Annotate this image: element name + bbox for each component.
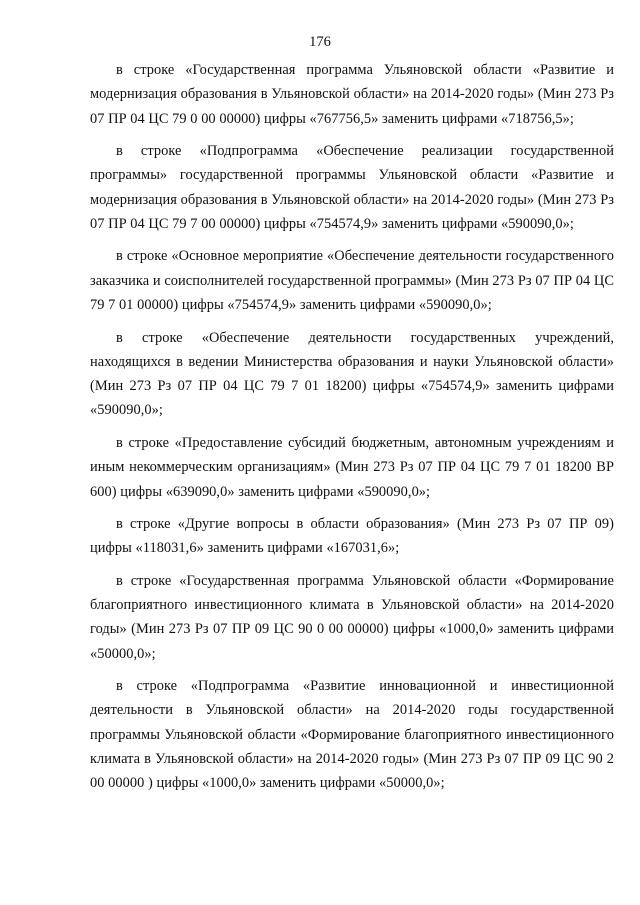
paragraph: в строке «Государственная программа Ульяновской области «Формирование благоприятного инвестиционного климата в Ульяновской области» на 2014-2020 годы» (Мин 273 Рз 07 ПР 09 ЦС 90 0 00 00000) цифры «1000,0» заменить цифрами «50000,0»; — [90, 572, 614, 662]
paragraph: в строке «Основное мероприятие «Обеспечение деятельности государственного заказчика и соисполнителей государственной программы» (Мин 273 Рз 07 ПР 04 ЦС 79 7 01 00000) цифры «754574,9» заменить цифрами «590090,0»; — [90, 248, 614, 314]
paragraph: в строке «Государственная программа Ульяновской области «Развитие и модернизация образования в Ульяновской области» на 2014-2020 годы» (Мин 273 Рз 07 ПР 04 ЦС 79 0 00 00000) цифры «767756,5» заменить цифрами «718756,5»; — [90, 62, 614, 127]
paragraph: в строке «Обеспечение деятельности государственных учреждений, находящихся в ведении Министерства образования и науки Ульяновской области» (Мин 273 Рз 07 ПР 04 ЦС 79 7 01 18200) цифры «754574,9» заменить цифрами «590090,0»; — [90, 329, 614, 419]
page-number: 176 — [309, 34, 331, 50]
paragraph: в строке «Другие вопросы в области образования» (Мин 273 Рз 07 ПР 09) цифры «118031,6» заменить цифрами «167031,6»; — [90, 515, 614, 557]
paragraph: в строке «Подпрограмма «Развитие инновационной и инвестиционной деятельности в Ульяновской области» на 2014-2020 годы государственной программы Ульяновской области «Формирование благоприятного инвестиционного климата в Ульяновской области» на 2014-2020 годы» (Мин 273 Рз 07 ПР 09 ЦС 90 2 00 00000 ) цифры «1000,0» заменить цифрами «50000,0»; — [90, 678, 614, 792]
document-body — [90, 58, 614, 804]
paragraph: в строке «Предоставление субсидий бюджетным, автономным учреждениям и иным некоммерческим организациям» (Мин 273 Рз 07 ПР 04 ЦС 79 7 01 18200 ВР 600) цифры «639090,0» заменить цифрами «590090,0»; — [90, 434, 614, 500]
paragraph: в строке «Подпрограмма «Обеспечение реализации государственной программы» государственной программы Ульяновской области «Развитие и модернизация образования в Ульяновской области» на 2014-2020 годы» (Мин 273 Рз 07 ПР 04 ЦС 79 7 00 00000) цифры «754574,9» заменить цифрами «590090,0»; — [90, 143, 614, 232]
